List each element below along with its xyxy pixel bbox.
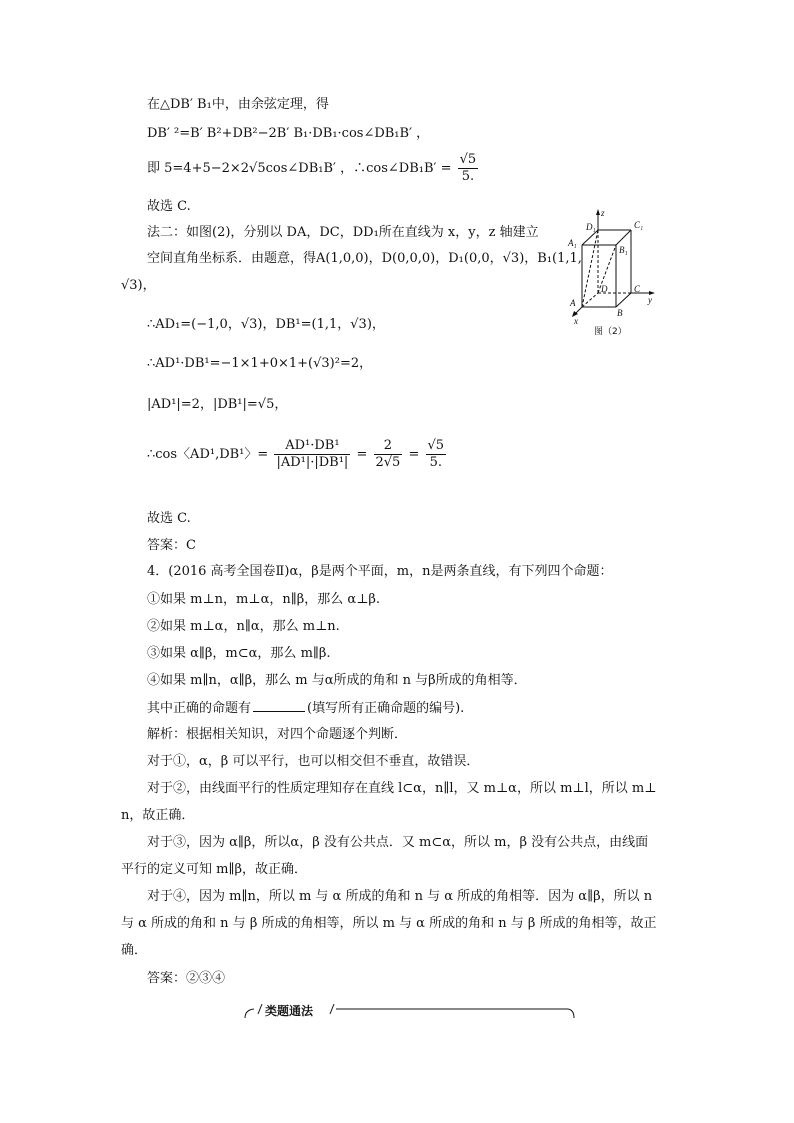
- question-title: 4．(2016 高考全国卷Ⅱ)α，β是两个平面，m，n是两条直线，有下列四个命题：: [147, 564, 613, 579]
- text-line: n，故正确．: [121, 808, 195, 823]
- vertex-label: B: [617, 308, 623, 318]
- text-line: 在△DB′ B₁中，由余弦定理，得: [147, 97, 329, 112]
- axis-label-y: y: [648, 295, 652, 305]
- text-line: ∴AD₁=(−1,0，√3)，DB¹=(1,1，√3)，: [147, 317, 385, 332]
- text-segment: =: [408, 447, 420, 462]
- text-line: 故选 C.: [147, 511, 191, 526]
- text-segment: =: [356, 447, 368, 462]
- vertex-label: C₁: [634, 220, 644, 230]
- text-line: ∴AD¹·DB¹=−1×1+0×1+(√3)²=2，: [147, 356, 373, 371]
- vertex-label: D₁: [586, 222, 596, 232]
- proposition-2: ②如果 m⊥α，n∥α，那么 m⊥n.: [147, 619, 340, 634]
- axis-label-z: z: [601, 208, 605, 218]
- proposition-3: ③如果 α∥β，m⊂α，那么 m∥β.: [147, 646, 331, 661]
- text-line: 空间直角坐标系．由题意，得A(1,0,0)，D(0,0,0)，D₁(0,0，√3)，B₁(1,1,: [147, 251, 582, 266]
- proposition-4: ④如果 m∥n，α∥β，那么 m 与α所成的角和 n 与β所成的角相等．: [147, 673, 527, 688]
- vertex-label: A: [570, 298, 576, 308]
- question-prompt: [147, 699, 464, 718]
- proposition-1: ①如果 m⊥n，m⊥α，n∥β，那么 α⊥β.: [147, 592, 381, 607]
- text-segment: 其中正确的命题有: [147, 701, 252, 716]
- text-line: 对于①，α，β 可以平行，也可以相交但不垂直，故错误．: [147, 754, 480, 769]
- text-line: |AD¹|=2，|DB¹|=√5，: [147, 397, 288, 412]
- fraction-numerator: √5: [459, 152, 477, 167]
- text-segment: (填写所有正确命题的编号).: [307, 701, 465, 716]
- answer-blank: [253, 699, 305, 712]
- prism-figure: [562, 208, 662, 338]
- answer-line: 答案：C: [147, 538, 196, 553]
- text-line: 对于④，因为 m∥n，所以 m 与 α 所成的角和 n 与 α 所成的角相等．因为 α∥β，所以 n: [147, 889, 653, 904]
- text-line: 对于③，因为 α∥β，所以α，β 没有公共点．又 m⊂α，所以 m，β 没有公共点，由线面: [147, 835, 649, 850]
- vertex-label: B₁: [619, 245, 628, 255]
- vertex-label: A₁: [568, 238, 577, 248]
- fraction-numerator: √5: [427, 438, 445, 453]
- text-line: 法二：如图(2)，分别以 DA，DC，DD₁所在直线为 x，y，z 轴建立: [147, 225, 539, 240]
- fraction-denominator: 5.: [429, 455, 442, 470]
- vertex-label: C: [634, 284, 641, 294]
- figure-caption: 图（2）: [594, 327, 627, 337]
- text-segment: ∴cos〈AD¹,DB¹〉=: [147, 447, 269, 462]
- fraction-numerator: 2: [374, 438, 403, 455]
- fraction: [458, 152, 479, 185]
- text-line: 确．: [121, 943, 148, 958]
- text-line: [147, 438, 448, 471]
- section-banner-label: 类题通法: [265, 1004, 314, 1018]
- fraction-denominator: 2√5: [375, 455, 401, 470]
- fraction: [426, 438, 447, 471]
- text-line: [147, 152, 480, 185]
- text-line: 对于②，由线面平行的性质定理知存在直线 l⊂α，n∥l，又 m⊥α，所以 m⊥l，所以 m⊥: [147, 781, 657, 796]
- text-line: 故选 C.: [147, 199, 191, 214]
- fraction-denominator: 5.: [461, 169, 475, 184]
- text-line: √3)，: [121, 278, 156, 293]
- text-line: 与 α 所成的角和 n 与 β 所成的角相等，所以 m 与 α 所成的角和 n 与 β 所成的角相等，故正: [121, 916, 657, 931]
- fraction-numerator: AD¹·DB¹: [274, 438, 350, 455]
- fraction-denominator: |AD¹|·|DB¹|: [276, 455, 349, 470]
- text-line: 平行的定义可知 m∥β，故正确．: [121, 862, 307, 877]
- vertex-label: D: [601, 284, 608, 294]
- text-line: DB′ ²=B′ B²+DB²−2B′ B₁·DB₁·cos∠DB₁B′ ，: [147, 126, 430, 141]
- fraction: [374, 438, 403, 471]
- axis-label-x: x: [574, 316, 578, 326]
- answer-line: 答案：②③④: [147, 971, 226, 986]
- text-segment: 即 5=4+5−2×2√5cos∠DB₁B′ ，∴cos∠DB₁B′ =: [147, 161, 452, 176]
- text-line: 解析：根据相关知识，对四个命题逐个判断．: [147, 727, 408, 742]
- fraction: [274, 438, 350, 471]
